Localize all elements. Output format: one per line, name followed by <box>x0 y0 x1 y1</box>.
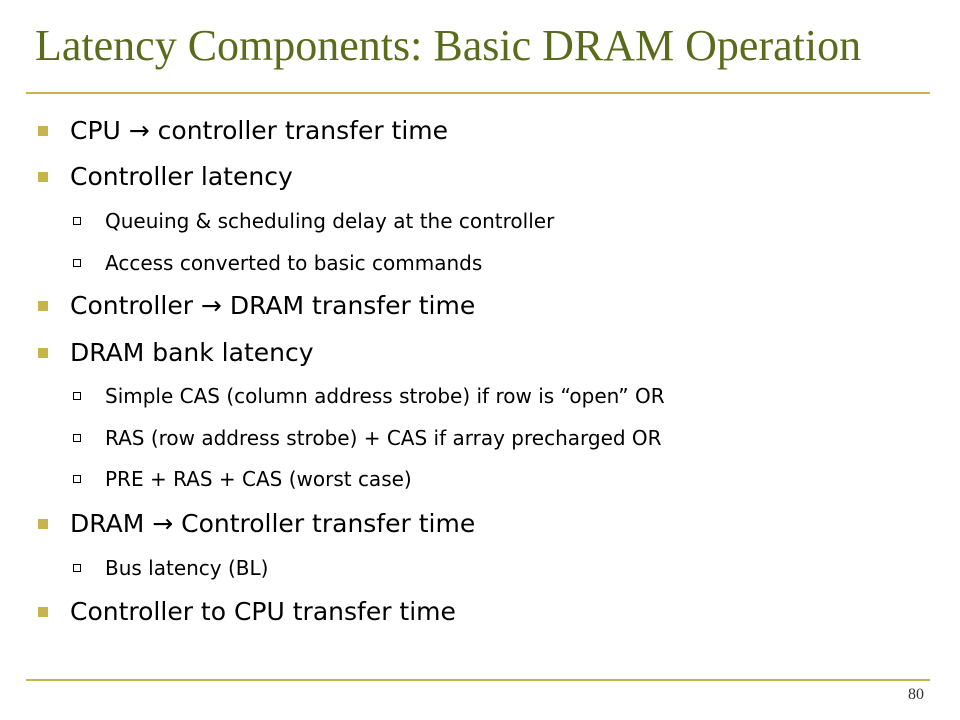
hollow-square-bullet-icon <box>73 217 81 225</box>
hollow-square-bullet-icon <box>73 392 81 400</box>
slide-title: Latency Components: Basic DRAM Operation <box>35 21 862 70</box>
bullet-text: Controller → DRAM transfer time <box>70 291 476 320</box>
square-bullet-icon <box>38 301 48 311</box>
sub-bullet-item <box>73 209 555 233</box>
bullet-item <box>38 116 449 145</box>
page-number: 80 <box>908 686 924 703</box>
title-divider <box>26 92 930 94</box>
hollow-square-bullet-icon <box>73 259 81 267</box>
sub-bullet-text: Simple CAS (column address strobe) if row is “open” OR <box>105 384 665 408</box>
hollow-square-bullet-icon <box>73 434 81 442</box>
bullet-text: CPU → controller transfer time <box>70 116 449 145</box>
square-bullet-icon <box>38 607 48 617</box>
square-bullet-icon <box>38 126 48 136</box>
bullet-item <box>38 509 476 538</box>
sub-bullet-text: RAS (row address strobe) + CAS if array precharged OR <box>105 426 662 450</box>
square-bullet-icon <box>38 172 48 182</box>
sub-bullet-text: Access converted to basic commands <box>105 251 483 275</box>
bullet-item <box>38 291 476 320</box>
bullet-item <box>38 162 293 191</box>
sub-bullet-item <box>73 556 269 580</box>
hollow-square-bullet-icon <box>73 475 81 483</box>
sub-bullet-item <box>73 467 412 491</box>
sub-bullet-item <box>73 384 665 408</box>
bullet-item <box>38 338 314 367</box>
sub-bullet-text: Queuing & scheduling delay at the controller <box>105 209 555 233</box>
hollow-square-bullet-icon <box>73 564 81 572</box>
sub-bullet-item <box>73 251 483 275</box>
sub-bullet-item <box>73 426 662 450</box>
bullet-text: Controller to CPU transfer time <box>70 597 456 626</box>
square-bullet-icon <box>38 348 48 358</box>
bullet-text: DRAM → Controller transfer time <box>70 509 476 538</box>
bullet-item <box>38 597 456 626</box>
footer-divider <box>26 679 930 681</box>
square-bullet-icon <box>38 519 48 529</box>
sub-bullet-text: Bus latency (BL) <box>105 556 269 580</box>
bullet-text: Controller latency <box>70 162 293 191</box>
sub-bullet-text: PRE + RAS + CAS (worst case) <box>105 467 412 491</box>
bullet-text: DRAM bank latency <box>70 338 314 367</box>
